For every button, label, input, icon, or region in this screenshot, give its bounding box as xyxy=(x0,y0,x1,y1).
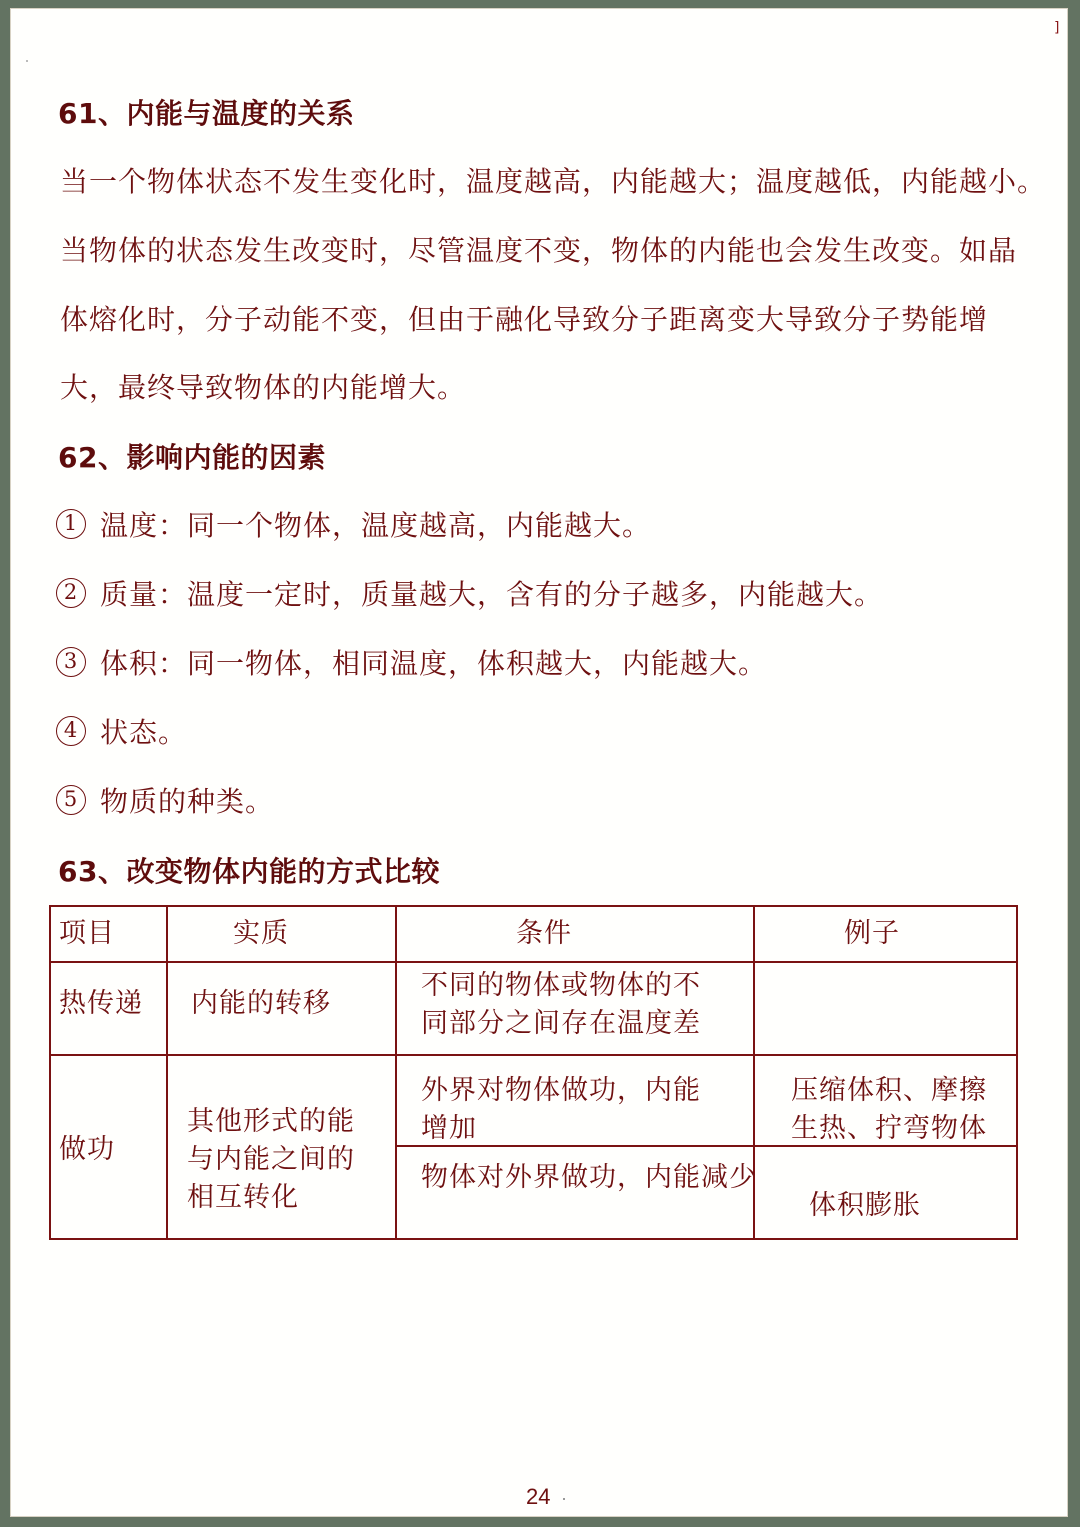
page-number: 24 xyxy=(526,1484,551,1509)
section-63-title: 63、改变物体内能的方式比较 xyxy=(58,855,440,888)
factor-text: 质量：温度一定时，质量越大，含有的分子越多，内能越大。 xyxy=(100,578,884,611)
section-61-line-2: 当物体的状态发生改变时，尽管温度不变，物体的内能也会发生改变。如晶 xyxy=(60,234,1018,267)
section-62-title: 62、影响内能的因素 xyxy=(58,441,326,474)
factor-text: 状态。 xyxy=(100,716,188,749)
section-61-line-3: 体熔化时，分子动能不变，但由于融化导致分子距离变大导致分子势能增 xyxy=(60,303,989,336)
table-cell-heat-transfer-condition-1: 不同的物体或物体的不 xyxy=(421,970,701,1001)
factor-item-1 xyxy=(56,504,651,544)
table-header-item: 项目 xyxy=(59,918,115,949)
circled-number-icon: 4 xyxy=(56,716,86,746)
table-cell-work-on-object-example-1: 压缩体积、摩擦 xyxy=(791,1075,987,1106)
table-border-bottom xyxy=(49,1238,1018,1240)
section-61-line-4: 大，最终导致物体的内能增大。 xyxy=(60,371,467,404)
table-border-right xyxy=(1016,905,1018,1240)
table-cell-doing-work: 做功 xyxy=(59,1134,115,1165)
table-cell-work-essence-3: 相互转化 xyxy=(187,1182,299,1213)
table-header-conditions: 条件 xyxy=(516,918,572,949)
factor-text: 物质的种类。 xyxy=(100,785,275,818)
table-cell-work-on-object-example-2: 生热、拧弯物体 xyxy=(791,1113,987,1144)
table-cell-heat-transfer-condition-2: 同部分之间存在温度差 xyxy=(421,1008,701,1039)
table-header-divider xyxy=(49,961,1018,963)
table-cell-work-essence-1: 其他形式的能 xyxy=(187,1106,355,1137)
document-page xyxy=(10,8,1068,1517)
table-header-essence: 实质 xyxy=(233,918,289,949)
table-header-examples: 例子 xyxy=(844,918,900,949)
factor-item-2 xyxy=(56,573,883,613)
table-cell-work-on-object-2: 增加 xyxy=(421,1113,477,1144)
table-cell-work-by-object-example: 体积膨胀 xyxy=(809,1190,921,1221)
table-border-left xyxy=(49,905,51,1240)
page-number-dot xyxy=(563,1498,565,1500)
table-cell-work-by-object: 物体对外界做功，内能减少 xyxy=(421,1162,757,1193)
table-row-divider xyxy=(49,1054,1018,1056)
circled-number-icon: 5 xyxy=(56,785,86,815)
factor-item-5 xyxy=(56,780,274,820)
table-col-divider-2 xyxy=(395,905,397,1240)
table-cell-heat-transfer: 热传递 xyxy=(59,988,143,1019)
circled-number-icon: 3 xyxy=(56,647,86,677)
factor-text: 体积：同一物体，相同温度，体积越大，内能越大。 xyxy=(100,647,768,680)
factor-text: 温度：同一个物体，温度越高，内能越大。 xyxy=(100,509,652,542)
circled-number-icon: 1 xyxy=(56,509,86,539)
table-col-divider-1 xyxy=(166,905,168,1240)
corner-mark: ] xyxy=(1054,20,1060,36)
table-cell-work-essence-2: 与内能之间的 xyxy=(187,1144,355,1175)
scan-speck xyxy=(26,60,28,62)
factor-item-3 xyxy=(56,642,767,682)
table-cell-heat-transfer-essence: 内能的转移 xyxy=(191,988,331,1019)
factor-item-4 xyxy=(56,711,187,751)
section-61-title: 61、内能与温度的关系 xyxy=(58,97,355,130)
table-border-top xyxy=(49,905,1018,907)
table-cell-work-on-object-1: 外界对物体做功，内能 xyxy=(421,1075,701,1106)
comparison-table xyxy=(49,905,1018,1240)
section-61-line-1: 当一个物体状态不发生变化时，温度越高，内能越大；温度越低，内能越小。 xyxy=(60,165,1047,198)
circled-number-icon: 2 xyxy=(56,578,86,608)
